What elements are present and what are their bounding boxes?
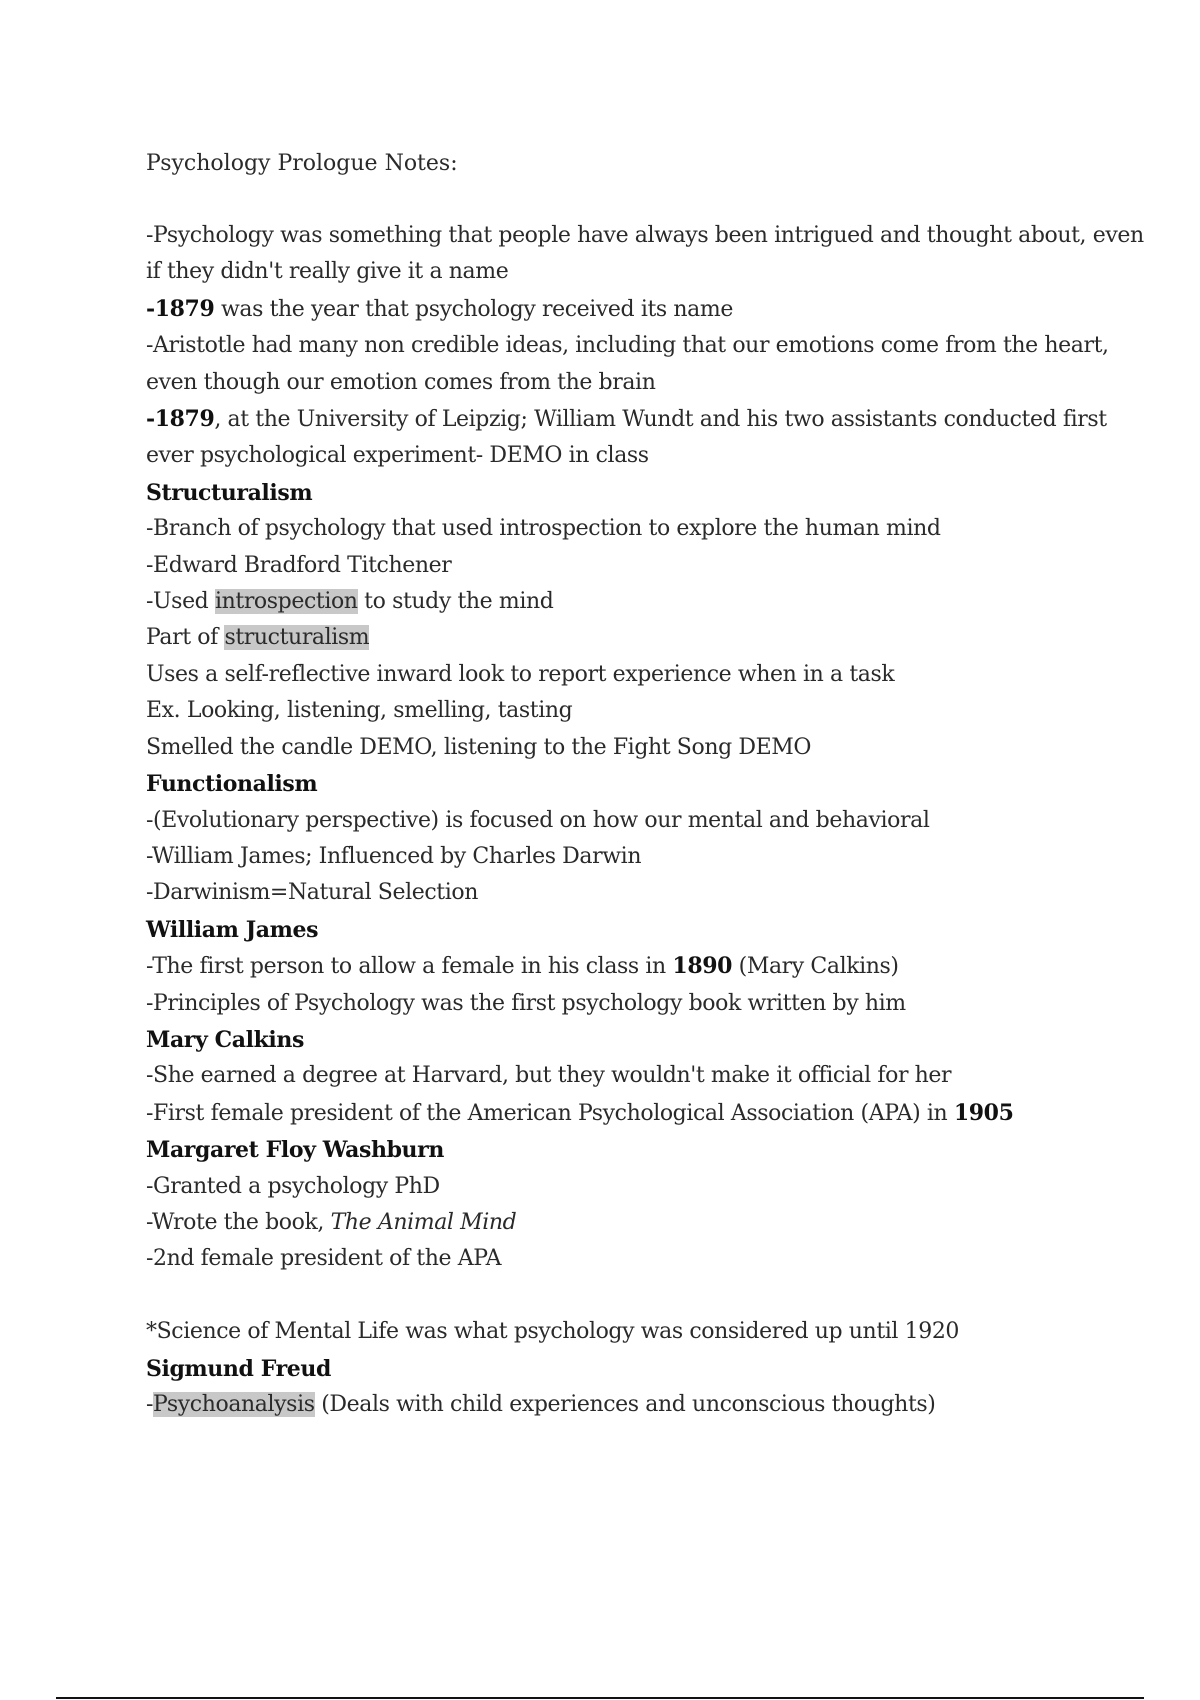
note-line: -Edward Bradford Titchener (146, 552, 452, 578)
note-line: Uses a self-reflective inward look to report experience when in a task (146, 661, 895, 687)
note-text: , at the University of Leipzig; William Wundt and his two assistants conducted first (214, 407, 1107, 433)
note-line (146, 1387, 1106, 1423)
note-text: -Used (146, 589, 215, 615)
notes-page (146, 146, 1144, 1423)
highlighted-term: Psychoanalysis (153, 1391, 315, 1417)
note-text: (Mary Calkins) (732, 954, 899, 980)
note-line: -Psychology was something that people have always been intrigued and thought about, even (146, 223, 1144, 248)
note-text: Part of (146, 625, 225, 651)
note-line: if they didn't really give it a name (146, 259, 509, 285)
book-title: The Animal Mind (330, 1209, 517, 1235)
blank-line (146, 1278, 1106, 1314)
note-text: - (146, 1391, 154, 1417)
note-line: even though our emotion comes from the brain (146, 369, 656, 395)
note-text: -The first person to allow a female in his class in (146, 954, 673, 980)
year-text: -1879 (146, 295, 215, 322)
page-title: Psychology Prologue Notes: (146, 151, 458, 176)
note-line: -Aristotle had many non credible ideas, including that our emotions come from the heart, (146, 333, 1109, 359)
note-line: -Granted a psychology PhD (146, 1173, 440, 1199)
note-line: Ex. Looking, listening, smelling, tasting (146, 698, 573, 724)
note-line: Smelled the candle DEMO, listening to the Fight Song DEMO (146, 734, 812, 760)
year-text: 1890 (672, 953, 733, 980)
note-text: to study the mind (357, 589, 554, 615)
section-heading-structuralism: Structuralism (146, 479, 313, 506)
note-line: -2nd female president of the APA (146, 1246, 502, 1272)
note-line (146, 1205, 1106, 1241)
note-text: -First female president of the American Psychological Association (APA) in (146, 1100, 954, 1126)
highlighted-term: introspection (214, 589, 358, 615)
note-text: was the year that psychology received its name (214, 296, 733, 322)
section-heading-william-james: William James (146, 916, 319, 943)
note-line: -William James; Influenced by Charles Darwin (146, 843, 642, 869)
note-line: -She earned a degree at Harvard, but they wouldn't make it official for her (146, 1063, 952, 1089)
bottom-divider (56, 1697, 1144, 1699)
note-text: -Wrote the book, (146, 1209, 331, 1235)
note-text: (Deals with child experiences and unconscious thoughts) (314, 1391, 936, 1417)
note-line (146, 620, 1106, 656)
note-line (146, 1095, 1106, 1132)
section-heading-margaret-washburn: Margaret Floy Washburn (146, 1137, 444, 1164)
note-line (146, 948, 1106, 985)
highlighted-term: structuralism (224, 625, 370, 651)
note-line: -Darwinism=Natural Selection (146, 880, 478, 906)
section-heading-mary-calkins: Mary Calkins (146, 1026, 304, 1053)
note-line: -(Evolutionary perspective) is focused on how our mental and behavioral (146, 807, 930, 833)
year-text: -1879 (146, 406, 215, 433)
note-line: -Principles of Psychology was the first psychology book written by him (146, 990, 906, 1016)
note-line: ever psychological experiment- DEMO in class (146, 443, 649, 469)
year-text: 1905 (953, 1099, 1014, 1126)
note-line (146, 291, 1106, 328)
note-line (146, 401, 1106, 438)
section-heading-functionalism: Functionalism (146, 771, 318, 798)
note-line: -Branch of psychology that used introspection to explore the human mind (146, 516, 941, 542)
section-heading-sigmund-freud: Sigmund Freud (146, 1355, 331, 1382)
note-line (146, 584, 1106, 620)
note-line: *Science of Mental Life was what psychology was considered up until 1920 (146, 1319, 960, 1345)
